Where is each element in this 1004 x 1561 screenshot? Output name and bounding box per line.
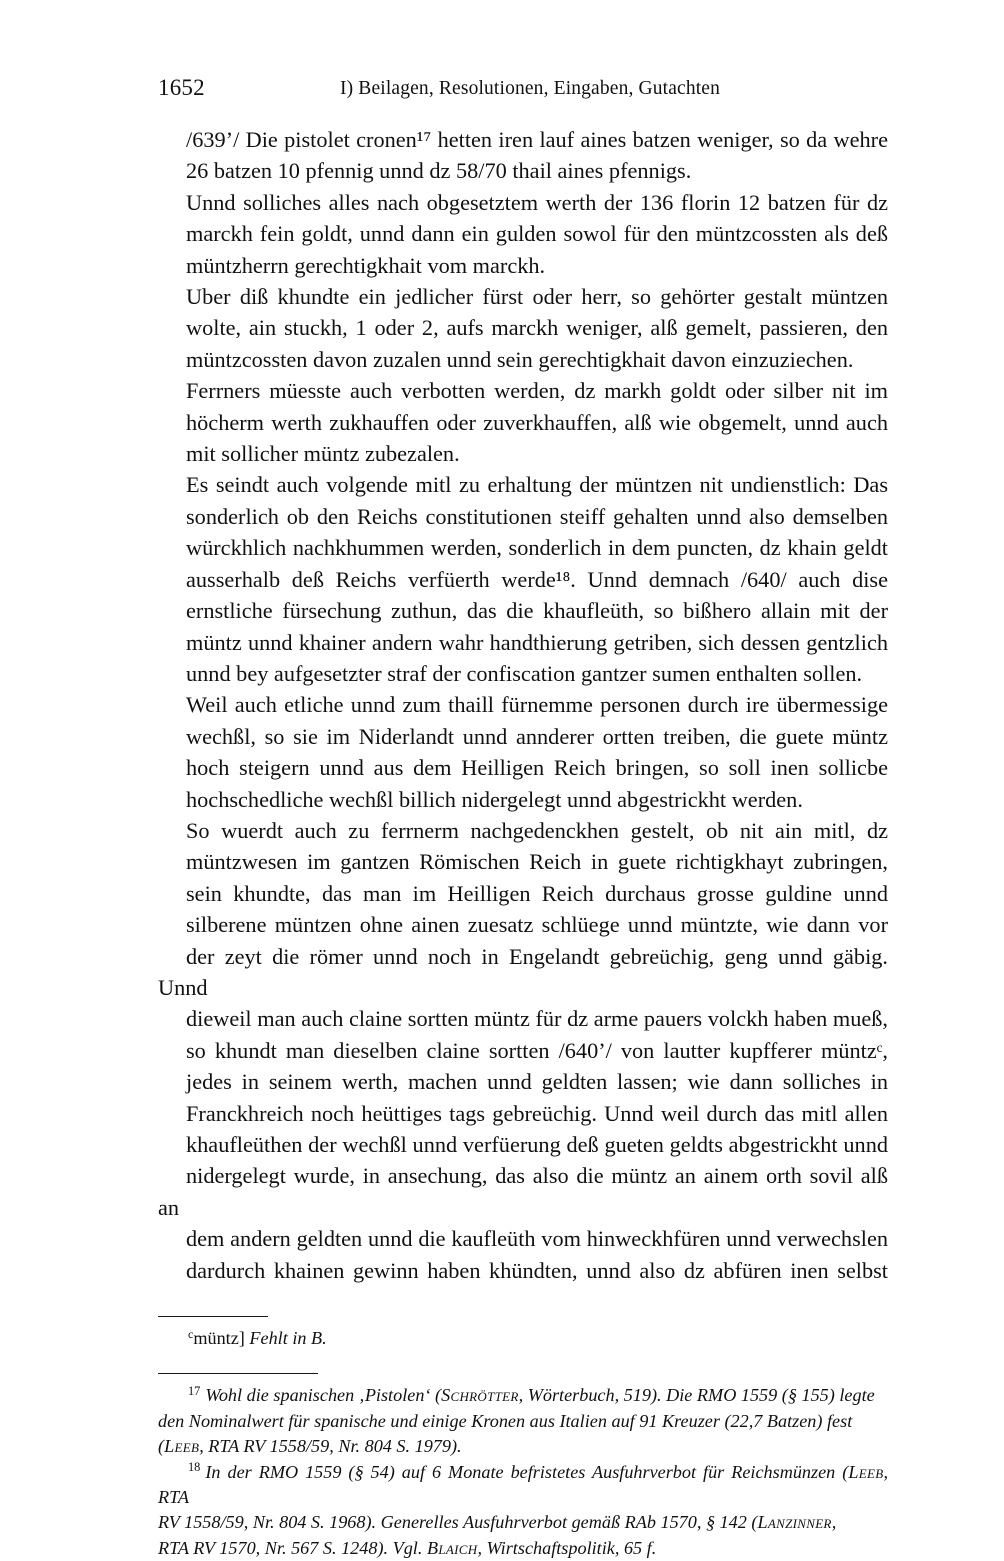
author-name: Schrötter (441, 1385, 519, 1406)
text-line: müntzwesen im gantzen Römischen Reich in guete richtigkhayt zubringen, (186, 849, 888, 875)
text-line: 26 batzen 10 pfennig unnd dz 58/70 thail aines pfennigs. (186, 158, 692, 184)
text-line: So wuerdt auch zu ferrnerm nachgedenckhen gestelt, ob nit ain mitl, dz (186, 817, 888, 843)
paragraph (158, 469, 888, 689)
paragraph (158, 815, 888, 1286)
text-line: müntzcossten davon zuzalen unnd sein gerechtigkhait davon einzuziechen. (186, 346, 854, 372)
text-line: hoch steigern unnd aus dem Heilligen Reich bringen, so soll inen sollicbe (186, 755, 888, 781)
text-line: khaufleüthen der wechßl unnd verfüerung deß gueten geldts abgestrickht unnd (186, 1132, 888, 1157)
author-name: Leeb (848, 1461, 884, 1482)
text-line: Weil auch etliche unnd zum thaill fürnemme personen durch ire übermessige (186, 692, 888, 718)
variant-note-marker: c (188, 1327, 194, 1342)
text-line: mit sollicher müntz zubezalen. (186, 441, 460, 467)
critical-apparatus (158, 1316, 888, 1561)
text-line: dardurch khainen gewinn haben khündten, unnd also dz abfüren inen selbst (186, 1257, 888, 1283)
paragraph (158, 689, 888, 815)
footnote-text-line: Wohl die spanischen ‚Pistolen‘ (Schrötter, Wörterbuch, 519). Die RMO 1559 (§ 155) legte (205, 1385, 875, 1406)
footnote-text-line: den Nominalwert für spanische und einige Kronen aus Italien auf 91 Kreuzer (22,7 Batzen) fest (158, 1410, 853, 1431)
text-line: Es seindt auch volgende mitl zu erhaltung der müntzen nit undienstlich: Das (186, 472, 888, 498)
apparatus-spacer (158, 1351, 888, 1373)
text-line: sonderlich ob den Reichs constitutionen steiff gehalten unnd also demselben (186, 503, 888, 529)
body-text (158, 124, 888, 1286)
text-line: so khundt man dieselben claine sortten /640’/ von lautter kupfferer müntzᶜ, (186, 1037, 888, 1063)
text-line: müntz unnd khainer andern wahr handthierung getriben, sich dessen gentzlich (186, 629, 888, 655)
text-line: marckh fein goldt, unnd dann ein gulden sowol für den müntzcossten als deß (186, 221, 888, 247)
author-name: Blaich (426, 1537, 478, 1558)
variant-note (158, 1326, 888, 1351)
text-line: sein khundte, das man im Heilligen Reich durchaus grosse guldine unnd (186, 880, 888, 906)
footnotes-rule (158, 1373, 318, 1374)
text-line: silberene müntzen ohne ainen zuesatz schlüege unnd müntzte, wie dann vor (186, 912, 888, 938)
text-line: Uber diß khundte ein jedlicher fürst oder herr, so gehörter gestalt müntzen (186, 284, 888, 310)
text-line: unnd bey aufgesetzter straf der confiscation gantzer sumen enthalten sollen. (186, 660, 863, 686)
variant-notes (158, 1326, 888, 1351)
footnote-text-line: (Leeb, RTA RV 1558/59, Nr. 804 S. 1979). (158, 1436, 462, 1457)
text-line: /639’/ Die pistolet cronen¹⁷ hetten iren lauf aines batzen weniger, so da wehre (186, 127, 888, 152)
footnote-number: 17 (188, 1384, 201, 1399)
text-line: wechßl, so sie im Niderlandt unnd annderer ortten treiben, die guete müntz (186, 723, 888, 749)
text-line: ausserhalb deß Reichs verfüerth werde¹⁸. Unnd demnach /640/ auch dise (186, 566, 888, 592)
page-content (158, 74, 888, 1561)
author-name: Leeb (164, 1436, 200, 1457)
text-line: dieweil man auch claine sortten müntz für dz arme pauers volckh haben mueß, (186, 1006, 888, 1032)
running-head-title: I) Beilagen, Resolutionen, Eingaben, Gutachten (340, 78, 720, 99)
paragraph (158, 281, 888, 375)
author-name: Lanzinner (757, 1512, 832, 1533)
footnote-text-line: RTA RV 1570, Nr. 567 S. 1248). Vgl. Blaich, Wirtschaftspolitik, 65 f. (158, 1537, 657, 1558)
text-line: ernstliche fürsechung zuthun, das die khaufleüth, so bißhero allain mit der (186, 598, 888, 624)
page-number: 1652 (158, 75, 205, 100)
text-line: nidergelegt wurde, in ansechung, das also die müntz an ainem orth sovil alß an (158, 1163, 888, 1220)
footnote-number: 18 (188, 1460, 201, 1475)
variant-note-text: Fehlt in B. (249, 1328, 327, 1349)
footnote (158, 1383, 888, 1459)
variant-note-lemma: müntz] (193, 1328, 245, 1349)
footnote-text-line: In der RMO 1559 (§ 54) auf 6 Monate befristetes Ausfuhrverbot für Reichsmünzen (Leeb, RTA (158, 1461, 888, 1508)
text-line: jedes in seinem werth, machen unnd geldten lassen; wie dann solliches in (186, 1069, 888, 1095)
text-line: würckhlich nachkhummen werden, sonderlich in dem puncten, dz khain geldt (186, 535, 888, 561)
text-line: höcherm werth zukhauffen oder zuverkhauffen, alß wie obgemelt, unnd auch (186, 409, 888, 435)
running-head (158, 74, 888, 108)
text-line: hochschedliche wechßl billich nidergelegt unnd abgestrickht werden. (186, 786, 803, 812)
text-line: wolte, ain stuckh, 1 oder 2, aufs marckh weniger, alß gemelt, passieren, den (186, 315, 888, 341)
paragraph (158, 187, 888, 281)
variant-notes-rule (158, 1316, 268, 1317)
text-line: müntzherrn gerechtigkhait vom marckh. (186, 252, 546, 278)
text-line: Franckhreich noch heüttiges tags gebreüchig. Unnd weil durch das mitl allen (186, 1100, 888, 1126)
footnotes (158, 1383, 888, 1561)
text-line: der zeyt die römer unnd noch in Engelandt gebreüchig, geng unnd gäbig. Unnd (158, 943, 888, 1000)
text-line: dem andern geldten unnd die kaufleüth vom hinweckhfüren unnd verwechslen (186, 1226, 888, 1252)
paragraph (158, 375, 888, 469)
paragraph (158, 124, 888, 187)
text-line: Unnd solliches alles nach obgesetztem werth der 136 florin 12 batzen für dz (186, 189, 888, 215)
text-line: Ferrners müesste auch verbotten werden, dz markh goldt oder silber nit im (186, 378, 888, 404)
footnote-text-line: RV 1558/59, Nr. 804 S. 1968). Generelles Ausfuhrverbot gemäß RAb 1570, § 142 (Lanzinner, (158, 1512, 837, 1533)
footnote (158, 1460, 888, 1561)
